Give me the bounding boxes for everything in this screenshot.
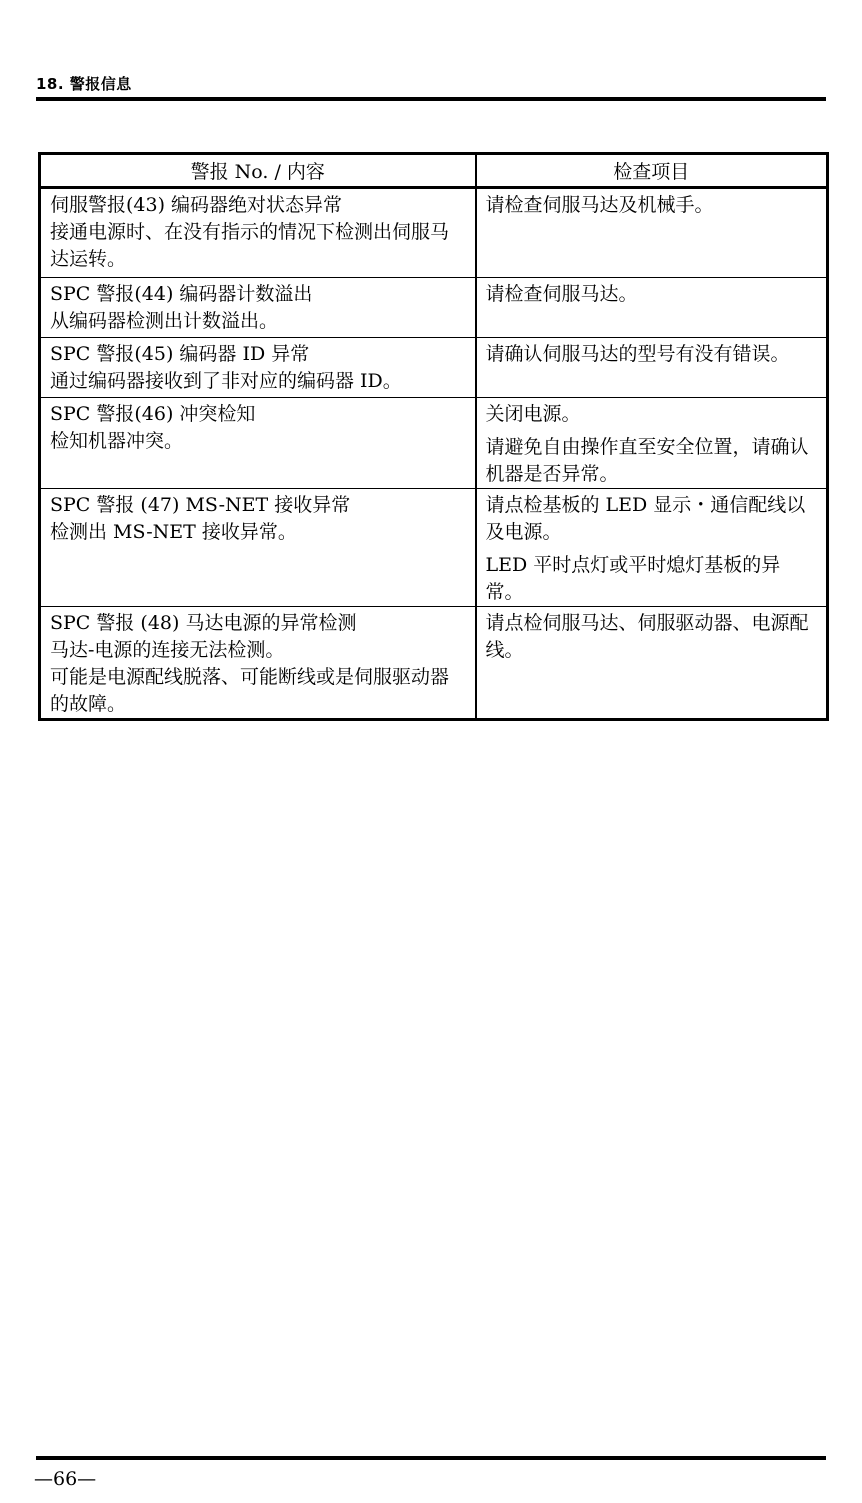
alarm-table [38, 152, 829, 721]
alarm-title: SPC 警报 (47) MS-NET 接收异常 [50, 494, 351, 516]
table-row [40, 489, 828, 607]
alarm-cell [40, 278, 476, 338]
alarm-title: SPC 警报(45) 编码器 ID 异常 [50, 343, 310, 365]
table-header-row [40, 154, 828, 188]
alarm-cell [40, 489, 476, 607]
alarm-title: 伺服警报(43) 编码器绝对状态异常 [50, 194, 343, 216]
alarm-description: 可能是电源配线脱落、可能断线或是伺服驱动器的故障。 [50, 666, 450, 715]
table-row [40, 278, 828, 338]
alarm-cell [40, 607, 476, 720]
table-row [40, 398, 828, 489]
check-item: LED 平时点灯或平时熄灯基板的异常。 [485, 554, 781, 603]
alarm-description: 接通电源时、在没有指示的情况下检测出伺服马达运转。 [50, 221, 450, 270]
check-item: 请检查伺服马达及机械手。 [485, 194, 714, 216]
alarm-cell [40, 338, 476, 398]
footer-rule [36, 1456, 826, 1460]
page-header-title: 18. 警报信息 [36, 75, 132, 93]
alarm-title: SPC 警报(46) 冲突检知 [50, 403, 256, 425]
alarm-description: 通过编码器接收到了非对应的编码器 ID。 [50, 370, 402, 392]
check-cell [476, 398, 828, 489]
alarm-description: 检知机器冲突。 [50, 430, 184, 452]
column-header-check: 检查项目 [476, 154, 828, 188]
header-rule [36, 97, 826, 101]
alarm-description: 从编码器检测出计数溢出。 [50, 310, 279, 332]
check-item: 请点检基板的 LED 显示・通信配线以及电源。 [485, 494, 806, 543]
check-cell [476, 607, 828, 720]
alarm-cell [40, 398, 476, 489]
alarm-description: 马达-电源的连接无法检测。 [50, 639, 285, 661]
check-cell [476, 188, 828, 278]
check-item: 请点检伺服马达、伺服驱动器、电源配线。 [485, 612, 809, 661]
check-item: 请避免自由操作直至安全位置，请确认机器是否异常。 [485, 436, 809, 485]
check-cell [476, 338, 828, 398]
check-cell [476, 489, 828, 607]
page-number: —66— [34, 1468, 97, 1490]
table-row [40, 338, 828, 398]
alarm-cell [40, 188, 476, 278]
check-item: 请检查伺服马达。 [485, 283, 638, 305]
alarm-title: SPC 警报(44) 编码器计数溢出 [50, 283, 313, 305]
alarm-title: SPC 警报 (48) 马达电源的异常检测 [50, 612, 357, 634]
alarm-description: 检测出 MS-NET 接收异常。 [50, 521, 297, 543]
check-cell [476, 278, 828, 338]
column-header-alarm: 警报 No. / 内容 [40, 154, 476, 188]
table-row [40, 607, 828, 720]
check-item: 关闭电源。 [485, 403, 581, 425]
table-row [40, 188, 828, 278]
check-item: 请确认伺服马达的型号有没有错误。 [485, 343, 790, 365]
